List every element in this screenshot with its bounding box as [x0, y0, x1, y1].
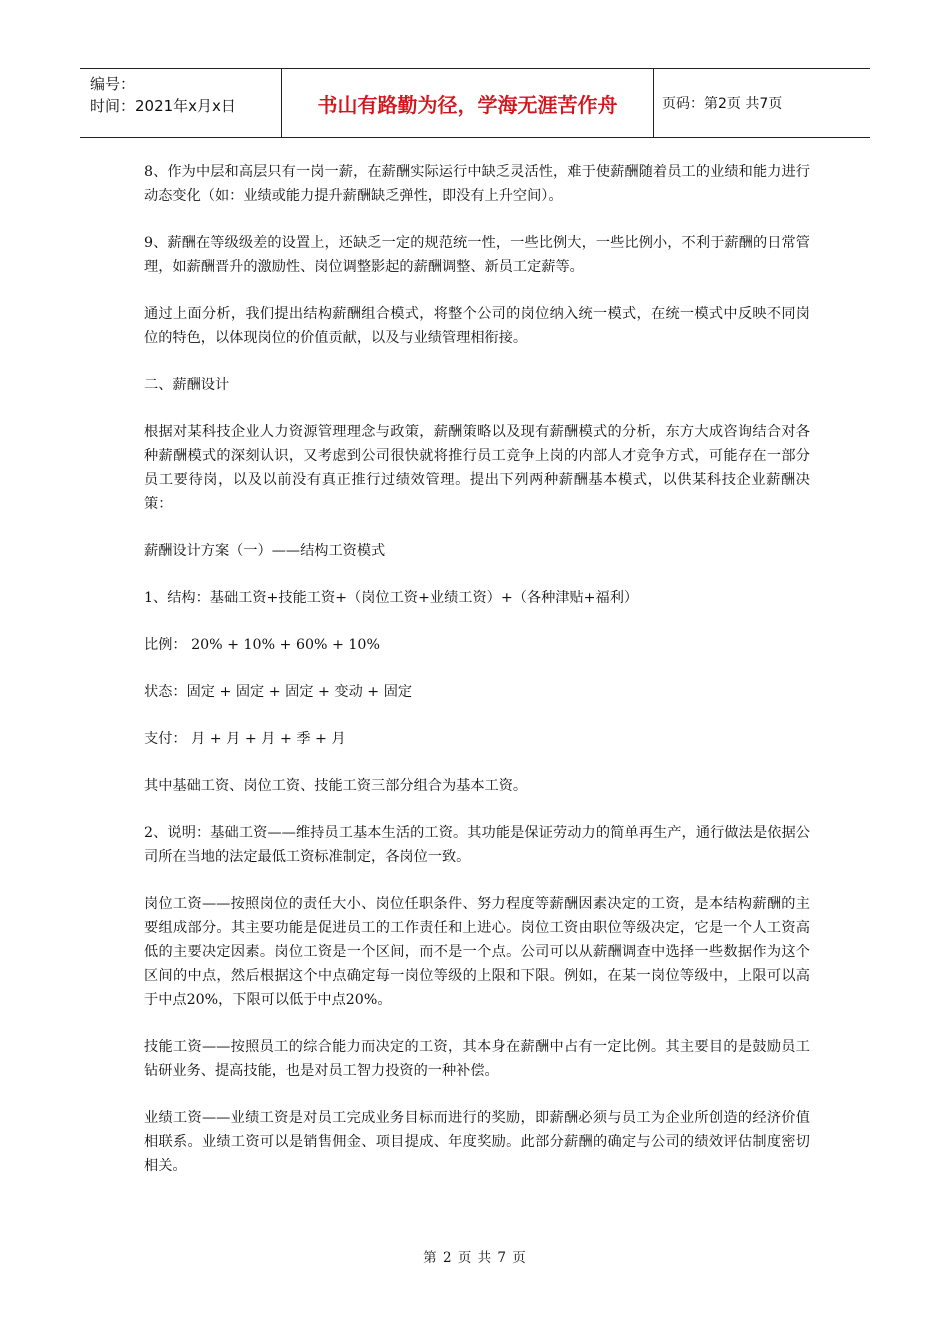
- document-date: 时间：2021年x月x日: [90, 97, 236, 115]
- paragraph: 技能工资——按照员工的综合能力而决定的工资，其本身在薪酬中占有一定比例。其主要目的是鼓励员工钻研业务、提高技能，也是对员工智力投资的一种补偿。: [144, 1039, 810, 1079]
- document-number-label: 编号：: [90, 75, 136, 93]
- header-meta: [80, 69, 282, 137]
- paragraph: 通过上面分析，我们提出结构薪酬组合模式，将整个公司的岗位纳入统一模式，在统一模式中反映不同岗位的特色，以体现岗位的价值贡献，以及与业绩管理相衔接。: [144, 306, 810, 346]
- paragraph: 2、说明：基础工资——维持员工基本生活的工资。其功能是保证劳动力的简单再生产，通行做法是依据公司所在当地的法定最低工资标准制定，各岗位一致。: [144, 825, 810, 865]
- ratio-line: 比例： 20% + 10% + 60% + 10%: [144, 637, 380, 653]
- document-header: [80, 68, 870, 138]
- subsection-heading: 薪酬设计方案（一）——结构工资模式: [144, 543, 386, 559]
- paragraph: 根据对某科技企业人力资源管理理念与政策，薪酬策略以及现有薪酬模式的分析，东方大成咨询结合对各种薪酬模式的深刻认识，又考虑到公司很快就将推行员工竞争上岗的内部人才竞争方式，可能存在一部分员工要待岗，以及以前没有真正推行过绩效管理。提出下列两种薪酬基本模式，以供某科技企业薪酬决策：: [144, 424, 810, 512]
- section-heading: 二、薪酬设计: [144, 377, 230, 393]
- paragraph: 业绩工资——业绩工资是对员工完成业务目标而进行的奖励，即薪酬必须与员工为企业所创造的经济价值相联系。业绩工资可以是销售佣金、项目提成、年度奖励。此部分薪酬的确定与公司的绩效评估制度密切相关。: [144, 1110, 810, 1174]
- paragraph: 9、薪酬在等级级差的设置上，还缺乏一定的规范统一性，一些比例大，一些比例小，不利于薪酬的日常管理，如薪酬晋升的激励性、岗位调整影起的薪酬调整、新员工定薪等。: [144, 235, 810, 275]
- structure-line: 1、结构：基础工资+技能工资+（岗位工资+业绩工资）+（各种津贴+福利）: [144, 590, 639, 606]
- header-page-info: 页码：第2页 共7页: [662, 96, 783, 112]
- status-line: 状态：固定 + 固定 + 固定 + 变动 + 固定: [144, 684, 413, 700]
- paragraph: 岗位工资——按照岗位的责任大小、岗位任职条件、努力程度等薪酬因素决定的工资，是本结构薪酬的主要组成部分。其主要功能是促进员工的工作责任和上进心。岗位工资由职位等级决定，它是一个人工资高低的主要决定因素。岗位工资是一个区间，而不是一个点。公司可以从薪酬调查中选择一些数据作为这个区间的中点，然后根据这个中点确定每一岗位等级的上限和下限。例如，在某一岗位等级中，上限可以高于中点20%，下限可以低于中点20%。: [144, 896, 810, 1008]
- page-footer: 第 2 页 共 7 页: [423, 1250, 527, 1266]
- paragraph: 其中基础工资、岗位工资、技能工资三部分组合为基本工资。: [144, 778, 528, 794]
- paragraph: 8、作为中层和高层只有一岗一薪，在薪酬实际运行中缺乏灵活性，难于使薪酬随着员工的业绩和能力进行动态变化（如：业绩或能力提升薪酬缺乏弹性，即没有上升空间）。: [144, 164, 810, 204]
- document-body: [144, 160, 810, 1201]
- payment-line: 支付： 月 + 月 + 月 + 季 + 月: [144, 731, 346, 747]
- header-motto: 书山有路勤为径，学海无涯苦作舟: [282, 69, 654, 137]
